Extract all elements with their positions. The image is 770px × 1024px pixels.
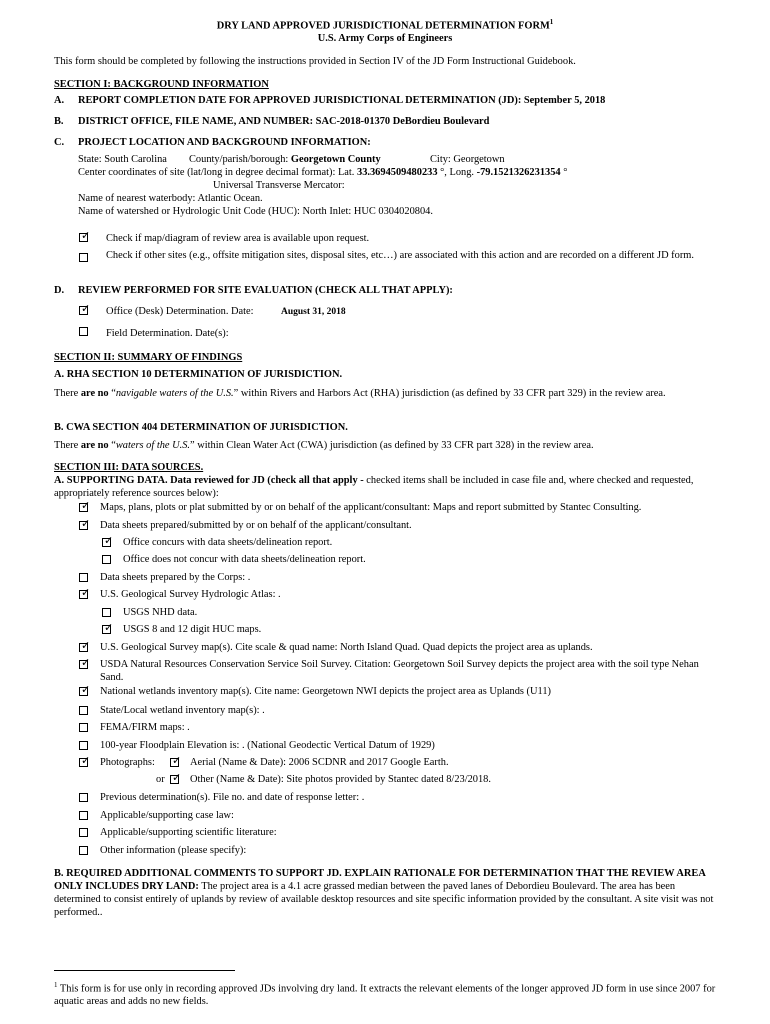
latitude-suffix: °, Long. (437, 167, 477, 178)
usgs-map-checkbox[interactable] (79, 643, 88, 652)
usda-soil-survey-label: USDA Natural Resources Conservation Service Soil Survey. Citation: Georgetown Soil Survey depicts the project area with the soil type Nehan Sand. (100, 659, 699, 683)
maps-plans-label: Maps, plans, plots or plat submitted by or on behalf of the applicant/consultant: Maps and report submitted by Stantec Consulting. (100, 502, 642, 513)
nwi-map-checkbox[interactable] (79, 687, 88, 696)
aerial-photos-label: Aerial (Name & Date): 2006 SCDNR and 2017 Google Earth. (190, 757, 449, 768)
state-wetland-map-label: State/Local wetland inventory map(s): . (100, 705, 265, 716)
photographs-checkbox[interactable] (79, 758, 88, 767)
city-field: City: Georgetown (430, 154, 505, 165)
usgs-huc-maps-label: USGS 8 and 12 digit HUC maps. (123, 624, 262, 635)
office-determination-checkbox[interactable] (79, 306, 88, 315)
usgs-nhd-label: USGS NHD data. (123, 607, 198, 618)
state-wetland-map-checkbox[interactable] (79, 706, 88, 715)
latitude-value: 33.3694509480233 (357, 167, 438, 178)
other-sites-checkbox[interactable] (79, 253, 88, 262)
section-1-a-letter: A. (54, 95, 65, 106)
district-office-file: DISTRICT OFFICE, FILE NAME, AND NUMBER: SAC-2018-01370 DeBordieu Boulevard (78, 116, 490, 127)
previous-determination-label: Previous determination(s). File no. and date of response letter: . (100, 792, 365, 803)
supporting-data-heading: A. SUPPORTING DATA. Data reviewed for JD (check all that apply - checked items shall be included in case file and, where checked and requested, appropriately reference sources below): (54, 475, 694, 499)
field-determination-checkbox[interactable] (79, 327, 88, 336)
coordinates-label: Center coordinates of site (lat/long in degree decimal format): Lat. (78, 167, 357, 178)
usgs-hydrologic-atlas-checkbox[interactable] (79, 590, 88, 599)
map-available-checkbox[interactable] (79, 233, 88, 242)
map-available-label: Check if map/diagram of review area is available upon request. (106, 233, 370, 244)
cwa-finding: There are no “waters of the U.S.” within Clean Water Act (CWA) jurisdiction (as defined by 33 CFR part 328) in the review area. (54, 440, 594, 451)
additional-comments: B. REQUIRED ADDITIONAL COMMENTS TO SUPPORT JD. EXPLAIN RATIONALE FOR DETERMINATION THAT THE REVIEW AREA ONLY INCLUDES DRY LAND: The project area is a 4.1 acre grassed median between the paved lanes of Debordieu Boulevard. The area has been determined to consist entirely of uplands by review of available desktop resources and site specific information provided by the consultant. A site visit was not performed.. (54, 868, 714, 918)
form-title: DRY LAND APPROVED JURISDICTIONAL DETERMINATION FORM$^1$ (216, 18, 554, 32)
aerial-photos-checkbox[interactable] (170, 758, 179, 767)
section-1-d-letter: D. (54, 285, 65, 296)
longitude-suffix: ° (560, 167, 568, 178)
other-sites-label: Check if other sites (e.g., offsite mitigation sites, disposal sites, etc…) are associated with this action and are recorded on a different JD form. (106, 250, 694, 261)
utm-field: Universal Transverse Mercator: (213, 180, 345, 191)
usgs-map-label: U.S. Geological Survey map(s). Cite scale & quad name: North Island Quad. Quad depicts the project area as uplands. (100, 642, 593, 653)
other-information-checkbox[interactable] (79, 846, 88, 855)
photographs-label: Photographs: (100, 757, 155, 768)
nwi-map-label: National wetlands inventory map(s). Cite name: Georgetown NWI depicts the project area as Uplands (U11) (100, 686, 551, 697)
review-performed-heading: REVIEW PERFORMED FOR SITE EVALUATION (CHECK ALL THAT APPLY): (78, 285, 453, 296)
section-1-b-letter: B. (54, 116, 64, 127)
footnote-mark: 1 (54, 981, 58, 989)
office-not-concur-label: Office does not concur with data sheets/delineation report. (123, 554, 366, 565)
fema-firm-checkbox[interactable] (79, 723, 88, 732)
other-photos-label: Other (Name & Date): Site photos provided by Stantec dated 8/23/2018. (190, 774, 491, 785)
project-location-heading: PROJECT LOCATION AND BACKGROUND INFORMATION: (78, 137, 371, 148)
section-1-heading: SECTION I: BACKGROUND INFORMATION (54, 79, 269, 90)
nearest-waterbody: Name of nearest waterbody: Atlantic Ocean. (78, 193, 263, 204)
office-determination-date: August 31, 2018 (281, 307, 346, 317)
data-sheets-corps-label: Data sheets prepared by the Corps: . (100, 572, 251, 583)
section-3-heading: SECTION III: DATA SOURCES. (54, 462, 204, 473)
section-1-c-letter: C. (54, 137, 65, 148)
watershed-huc: Name of watershed or Hydrologic Unit Code (HUC): North Inlet: HUC 0304020804. (78, 206, 433, 217)
scientific-literature-label: Applicable/supporting scientific literature: (100, 827, 277, 838)
data-sheets-applicant-checkbox[interactable] (79, 521, 88, 530)
maps-plans-checkbox[interactable] (79, 503, 88, 512)
county-label: County/parish/borough: (189, 154, 291, 165)
footnote (54, 979, 716, 1008)
coordinates-field (78, 166, 567, 179)
rha-finding: There are no “navigable waters of the U.S.” within Rivers and Harbors Act (RHA) jurisdiction (as defined by 33 CFR part 329) in the review area. (54, 388, 666, 399)
state-field: State: South Carolina (78, 154, 167, 165)
field-determination-label: Field Determination. Date(s): (106, 328, 229, 339)
footnote-divider (54, 970, 235, 971)
data-sheets-applicant-label: Data sheets prepared/submitted by or on behalf of the applicant/consultant. (100, 520, 412, 531)
data-sheets-corps-checkbox[interactable] (79, 573, 88, 582)
title-footnote-mark: 1 (549, 18, 554, 26)
usda-soil-survey-checkbox[interactable] (79, 660, 88, 669)
floodplain-elevation-label: 100-year Floodplain Elevation is: . (National Geodectic Vertical Datum of 1929) (100, 740, 435, 751)
office-concurs-label: Office concurs with data sheets/delineation report. (123, 537, 333, 548)
cwa-section-heading: B. CWA SECTION 404 DETERMINATION OF JURISDICTION. (54, 422, 348, 433)
section-2-heading: SECTION II: SUMMARY OF FINDINGS (54, 352, 243, 363)
county-field (189, 153, 381, 166)
office-determination-label: Office (Desk) Determination. Date: (106, 306, 254, 317)
form-intro: This form should be completed by following the instructions provided in Section IV of the JD Form Instructional Guidebook. (54, 56, 576, 67)
case-law-checkbox[interactable] (79, 811, 88, 820)
rha-section-heading: A. RHA SECTION 10 DETERMINATION OF JURISDICTION. (54, 369, 343, 380)
form-subtitle: U.S. Army Corps of Engineers (317, 33, 453, 44)
office-not-concur-checkbox[interactable] (102, 555, 111, 564)
photographs-or-label: or (156, 774, 165, 785)
usgs-huc-maps-checkbox[interactable] (102, 625, 111, 634)
floodplain-elevation-checkbox[interactable] (79, 741, 88, 750)
usgs-nhd-checkbox[interactable] (102, 608, 111, 617)
other-photos-checkbox[interactable] (170, 775, 179, 784)
fema-firm-label: FEMA/FIRM maps: . (100, 722, 190, 733)
report-completion-date: REPORT COMPLETION DATE FOR APPROVED JURISDICTIONAL DETERMINATION (JD): September 5, 2018 (78, 95, 606, 106)
county-value: Georgetown County (290, 154, 381, 165)
usgs-hydrologic-atlas-label: U.S. Geological Survey Hydrologic Atlas: . (100, 589, 281, 600)
office-concurs-checkbox[interactable] (102, 538, 111, 547)
longitude-value: -79.1521326231354 (476, 167, 561, 178)
scientific-literature-checkbox[interactable] (79, 828, 88, 837)
other-information-label: Other information (please specify): (100, 845, 247, 856)
footnote-text: This form is for use only in recording approved JDs involving dry land. It extracts the relevant elements of the longer approved JD form in use since 2007 for aquatic areas and adds no new fields. (54, 983, 716, 1008)
case-law-label: Applicable/supporting case law: (100, 810, 234, 821)
previous-determination-checkbox[interactable] (79, 793, 88, 802)
